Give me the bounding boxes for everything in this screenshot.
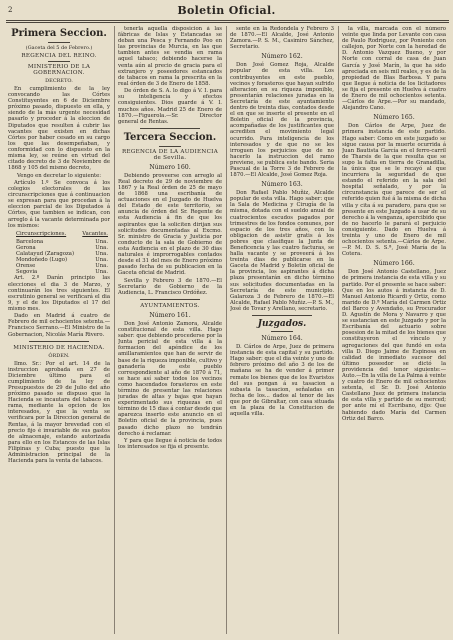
ministerio-heading: MINISTERIO DE LA GOBERNACION. (27, 64, 91, 76)
decreto-vengo: Vengo en decretar lo siguiente: (16, 172, 102, 179)
list-item: Barcelona Una. (16, 238, 108, 245)
column-1 (8, 26, 110, 636)
list-item: Gerona Una. (16, 244, 108, 251)
list-item: Calatayud (Zaragoza) Una. (16, 251, 108, 258)
orden-paragraph: Ilmo. Sr.: Por el art. 14 de la instruccion aprobada en 27 de Diciembre último para el cumplimiento de la ley de Presupuestos de 29 de Julio del año próximo pasado se dispuso que la Hacienda se incautara del tabaco en rama, mediante la opcion de los interesados, y que la venta se verificara por la Direccion general de Rentas, á la mayor brevedad con el precio fijo é invariable de sus gastos de almacenaje, estando autorizada para ello en los Estancos de las Islas Filipinas y Cuba; puesto que la Administracion principal de la Hacienda para la venta de tabacos. (8, 360, 110, 465)
numero-161: Número 161. (149, 311, 191, 319)
column-divider (338, 26, 339, 634)
column-divider (114, 26, 115, 634)
anuncio-161-end: sente en la Redondela y Febrero 3 de 1870.—El Alcalde, José Antonio Zamora.—P. S. M., Casimiro Sánchez, Secretario. (230, 26, 334, 51)
column-4 (342, 26, 446, 636)
table-header-left: Circunscripciones. (16, 230, 67, 237)
numero-160: Número 160. (149, 163, 191, 171)
articulo-2: Art. 2.º Darán principio las elecciones el dia 3 de Marzo, y continuarán los tres siguientes. El escrutinio general se verificará el dia 9, y el de los Diputados el 17 del mismo mes. (8, 275, 110, 312)
anuncio-161-tail: Y para que llegue á noticia de todos los interesados se fija el presente. (118, 438, 222, 451)
orden-closing: De órden de S. A. lo digo á V. I. para su inteligencia y efectos consiguientes. Dios guarde á V. I. muchos años. Madrid 25 de Enero de 1870.—Figuerola.—Sr. Director general de Rentas. (118, 88, 222, 125)
anuncio-166: Don José Antonio Castellano, Juez de primera instancia de esta villa y su partido. Por el presente se hace saber: Que en los autos á instancia de D. Manuel Antonio Ricardi y Ortiz, como marido de D.ª María del Carmen Ortiz del Barco y Avendaño, su Procurador D. Agustín de Mora y Navarro y que se sustancian en este Juzgado y por la Escribanía del actuario sobre posesion de la mitad de los bienes que constituyeron el vínculo y agregaciones del que fundó en esta villa D. Diego Jaime de Espinosa en calidad de inmediato sucesor del último poseedor se dictó la providencia del tenor siguiente:—Auto.—En la villa de La Palma á veinte y cuatro de Enero de mil ochocientos setenta, el Sr. D. José Antonio Castellano Juez de primera instancia de esta villa y partido de su merced; por ante mí el Escribano, dijo: Que habiendo dado María del Carmen Ortiz del Barco. (342, 269, 446, 422)
hacienda-heading: MINISTERIO DE HACIENDA. (13, 344, 105, 351)
list-item: Orense Una. (16, 263, 108, 270)
table-header (8, 231, 110, 237)
decreto-paragraph: En cumplimiento de la ley convocando las Córtes Constituyentes en 6 de Diciembre próximo pasado, dispuesto en ella, y siendo de la más urgente necesidad pasarlo y proceder á la eleccion de Diputados que resulten á cubrir las vacantes que existen en dichas Córtes por haber cesado en su cargo los que las desempeñaban, y conformidad con lo dispuesto en la misma ley, se reúne en virtud del citado decreto de 3 de Noviembre de 1868 y 105 del mismo decreto, (8, 86, 110, 172)
decreto-fecha: Dado en Madrid á cuatro de Febrero de mil ochocientos setenta.—Francisco Serrano.—El Ministro de la Gobernacion, Nicolás María Rivero. (8, 313, 110, 338)
numero-166: Número 166. (373, 260, 415, 268)
list-item: Mondoñedo (Lugo) Una. (16, 257, 108, 264)
numero-165: Número 165. (373, 114, 415, 122)
divider (159, 146, 181, 147)
numero-163: Número 163. (261, 181, 303, 189)
divider (29, 341, 89, 342)
divider (252, 315, 312, 316)
header-rule-thin (6, 22, 449, 23)
section-title-primera: Primera Seccion. (11, 28, 107, 39)
page-number: 2 (8, 6, 13, 14)
header-rule (6, 20, 449, 21)
column-divider (226, 26, 227, 634)
divider (48, 61, 70, 62)
decreto-label: DECRETO. (45, 78, 73, 84)
audiencia-heading: REGENCIA DE LA AUDIENCIA de Sevilla. (121, 148, 219, 161)
divider (140, 128, 200, 129)
gaceta-reference: (Gaceta del 5 de Febrero.) (25, 45, 93, 51)
orden-label: ÓRDEN. (48, 352, 70, 359)
juzgados-heading: Juzgados. (257, 319, 307, 330)
anuncio-164-end: la villa, marcada con el número veinte que linda por Levante con casa de Paulo Rodriguez, por Poniente con callejon, por Norte con la heredad de D. Antonio Vazquez Bueno, y por Norte con corral de casa de Juan García y José Marín, la que ha sido apreciada en seis mil reales, y es de la propiedad de Blas Barbosa. Y para que llegue á noticia de los licitadores se fija el presente en Huelva á cuatro de Enero de mil ochocientos setenta.—Cárlos de Arpe.—Por su mandado, Alejandro Cano. (342, 26, 446, 112)
anuncio-161: Don José Antonio Zamora, Alcalde constitucional de esta villa. Hago saber: que debiendo procederse por la Junta pericial de esta villa á la formacion del apéndice de los amillaramientos que han de servir de base de la riqueza imponible, cultivo y ganadería de este pueblo correspondiente al año de 1870 á 71, se hace así saber todos los vecinos como hacendados forasteros en este término de presentar las relaciones juradas de altas y bajas que hayan experimentado sus riquezas en el término de 15 dias á contar desde que aparezca inserto este anuncio en el Boletin oficial de la provincia, pues pasado dicho plazo no tendrán derecho á reclamar. (118, 320, 222, 437)
table-header-right: Vacantes. (82, 230, 108, 237)
page-header (0, 0, 453, 22)
anuncio-160: Debiendo proveerse con arreglo al Real decreto de 29 de noviembre de 1867 y la Real órden de 25 de mayo de 1868 una escribanía de actuaciones en el Juzgado de Huelva del Estado de este territorio, se anuncia de órden del Sr. Regente de esta Audiencia á fin de que los aspirantes que la soliciten dirijan sus solicitudes documentadas al Excmo. Sr. ministro de Gracia y Justicia por conducto de la sala de Gobierno de esta Audiencia en el plazo de 30 dias naturales é improrrogables contados desde el 31 del mes de Enero próximo pasado fecha de su publicacion en la Gaceta oficial de Madrid. (118, 172, 222, 277)
column-2 (118, 26, 222, 636)
divider (271, 331, 293, 332)
anuncio-160-fecha: Sevilla y Febrero 3 de 1870.—El Secretario de Gobierno de la Audiencia, L. Francisco Ordóñez. (118, 277, 222, 296)
orden-continuation: tenerla aquella disposicion á las fábricas de Islas y Estancadas se deban una Pesca y Fernando Poo en las provincias de Murcia, en las que tambien antes se vendia en rama aquel tabaco; debiendo hacerse la venta aún al precio de gracia para el extranjero y poseedores estancados de tabacos en rama la prescrita en la real órden de 3 de Enero de 1858. (118, 26, 222, 87)
publication-title: Boletin Oficial. (177, 4, 276, 17)
regencia-heading: REGENCIA DEL REINO. (21, 53, 97, 59)
anuncio-165: Don Cárlos de Arpe, Juez de primera instancia de este partido. Hago saber: Como en este juzgado se sigue causa por la muerte ocurrida á Juan Bautista García en el ferro-carril de Tharsis de la que resulta que se supo la falta en tierra de Granadilla, la única que se le recayó al que incurriera la seguridad de que estando el referido en la sala del hospital señalado, y por la circunstancia que parece de ser el referido quien fué á la misma de dicha villa y cita á su paradero, para que se presente en este Juzgado á usar de su derecho á la venganza, apercibido que de no hacerlo le parará el perjuicio consiguiente. Dado en Huelva á treinta y uno de Enero de mil ochocientos setenta.—Cárlos de Arpe.—P. M. D. S. S.ª, José María de la Cotera. (342, 123, 446, 258)
anuncio-164: D. Cárlos de Arpe, Juez de primera instancia de esta capital y su partido. Hago saber: que el dia veinte y uno de febrero próximo del año 3 de los de mañana se ha de vender á primer remate los bienes que de los Evaristos del sus pongan á su tasacion a subasta la tasacion, señaladas en fecha de los... dados al tenor de las que por de Gibraltar, con casa situada en la plaza de la Constitucion de aquella villa. (230, 344, 334, 418)
divider (140, 299, 200, 300)
articulo-1: Artículo 1.º Se convoca á los colegios electorales de las circunscripciones que á continuacion se expresan para que procedan á la eleccion parcial de los Diputados á Córtes, que tambien se indican, con arreglo á la vacante determinada por los mismos: (8, 180, 110, 229)
column-3 (230, 26, 334, 636)
list-item: Segovia Una. (16, 269, 108, 276)
ayuntamientos-heading: AYUNTAMIENTOS. (140, 302, 200, 309)
anuncio-163: Don Rafael Pablo Muñiz, Alcalde popular de esta villa. Hago saber: que la Sala de Medicina y Cirugía de la misma, dotada con el sueldo anual de cuatrocientos escudos pagados por trimestres de los fondos comunes, por espacio de los tres años, con la obligacion de asistir gratis á los pobres que clasifique la Junta de Beneficencia y las cuatro facturas, se halla vacante y se proveerá á los treinta dias de publicarse en la Gaceta de Madrid y Boletin oficial de la provincia, los aspirantes á dicha plaza presentarán en dicho término sus solicitudes documentadas en la Secretaría de este municipio. Galaroza 3 de Febrero de 1870.—El Alcalde, Rafael Pablo Muñiz.—P. S. M., José de Tovar y Arellano, secretario. (230, 190, 334, 312)
section-title-tercera: Tercera Seccion. (123, 131, 217, 143)
divider (48, 42, 70, 43)
numero-162: Número 162. (261, 53, 303, 61)
numero-164: Número 164. (261, 335, 303, 343)
vacantes-list (8, 239, 110, 276)
anuncio-162: Don José Gomez Roja, Alcalde popular de esta villa. Los contribuyentes en este pueblo, vecinos y forasteros que hayan sufrido alteracion en su riqueza imponible, presentarán relaciones juradas en la Secretaría de este ayuntamiento dentro de treinta dias, contados desde el en que se inserte el presente en el Boletin oficial de la provincia, acompañadas de los justificantes que acrediten el movimiento legal ocurrido. Para inteligencia de los interesados y de que no se les irroguen los perjuicios que de no hacerlo la instruccion del ramo previene, se publica este bando. Seria Pascual de la Torre 3 de Febrero de 1870.—El Alcalde, José Gomez Roja. (230, 62, 334, 179)
